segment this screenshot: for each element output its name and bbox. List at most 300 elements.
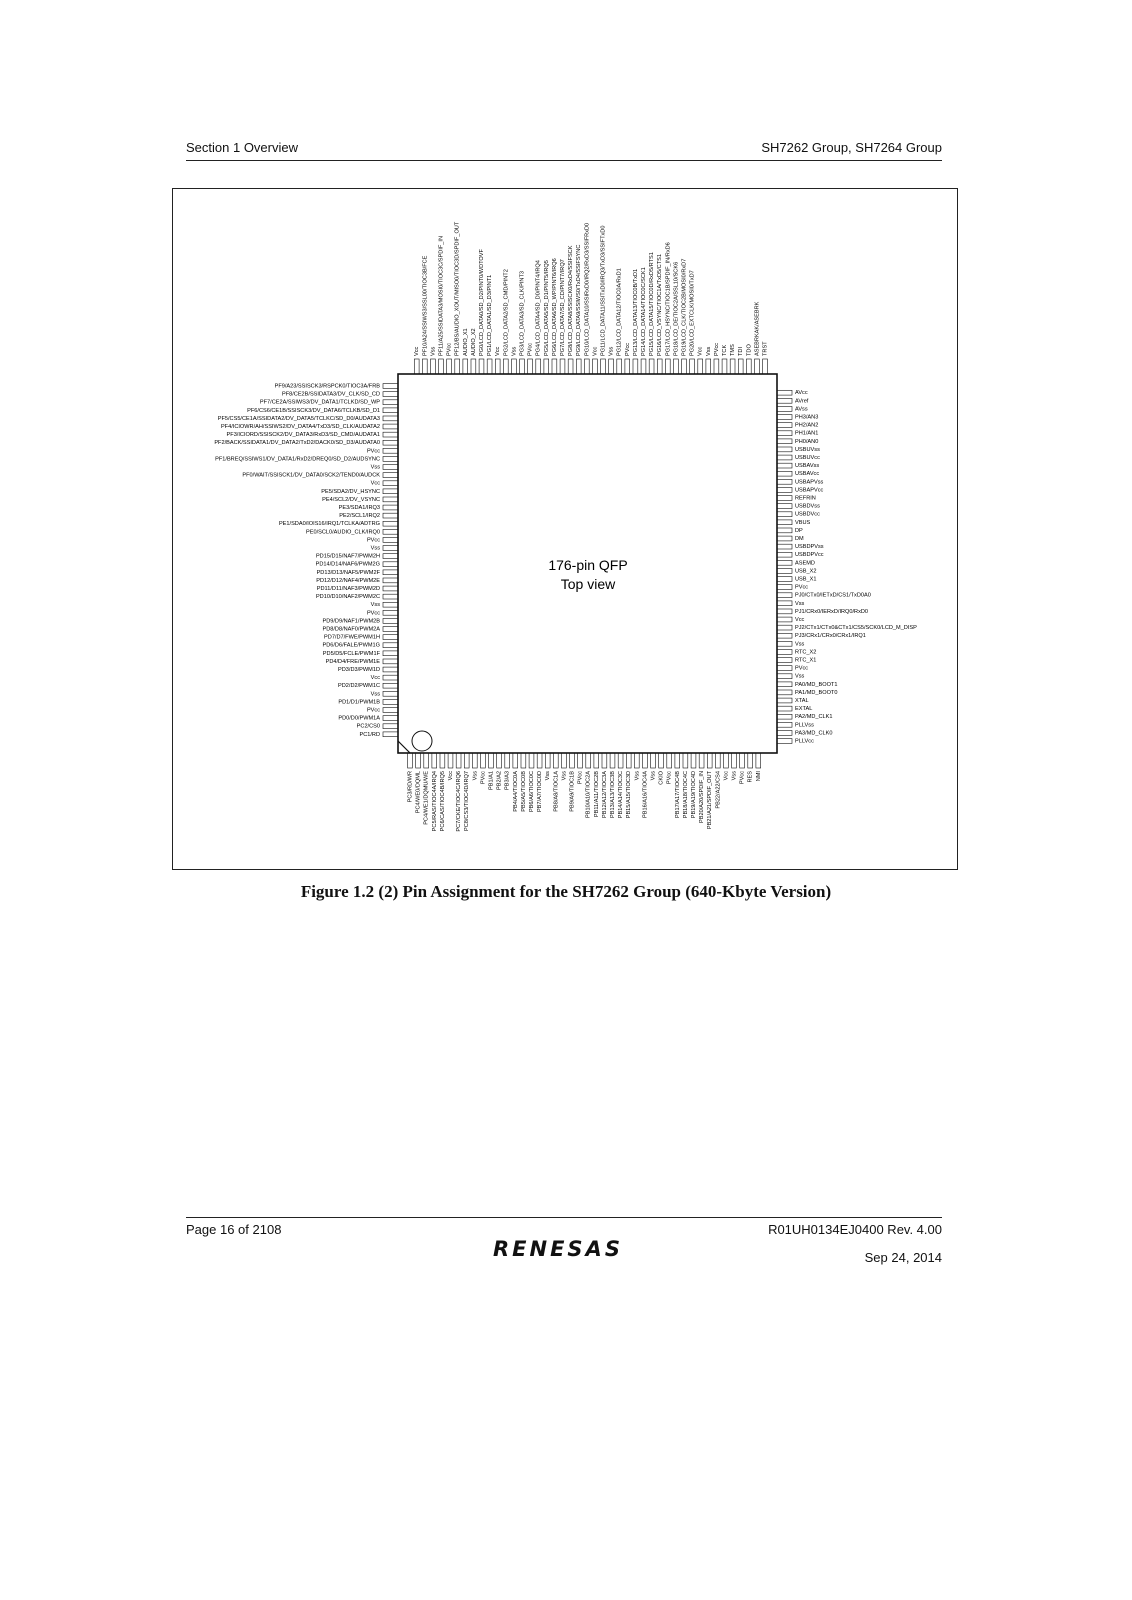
pin-name: Vss [608, 346, 615, 356]
pin-lead [651, 753, 656, 768]
pin-name: USBUVss [795, 446, 820, 453]
pin-name: PD0/D0/PWM1A [338, 715, 380, 722]
pin-name: PVcc [366, 707, 380, 714]
pin-lead [777, 407, 792, 412]
pin-lead [505, 753, 510, 768]
pin-lead [422, 359, 427, 374]
pin-lead [521, 753, 526, 768]
pin-name: PC8/CS3/TIOC4D/IRQ7 [464, 771, 471, 831]
pin-lead [383, 619, 398, 624]
pin-lead [777, 398, 792, 403]
pin-name: Vss [370, 545, 380, 552]
pin-lead [625, 359, 630, 374]
pin-lead [777, 682, 792, 687]
pin-lead [777, 690, 792, 695]
pin-name: REFRIN [795, 495, 816, 502]
pin-name: PA3/MD_CLK0 [795, 730, 833, 737]
pin-lead [383, 691, 398, 696]
pin-lead [777, 520, 792, 525]
pin-name: Vss [795, 641, 805, 648]
pin-lead [513, 753, 518, 768]
pin-name: USBAPVss [795, 479, 824, 486]
pin-name: USBAVcc [795, 471, 820, 478]
pin-name: PH2/AN2 [795, 422, 819, 429]
pin-lead [756, 753, 761, 768]
pin-name: Vss [545, 771, 552, 781]
pin-lead [610, 753, 615, 768]
pin-lead [383, 627, 398, 632]
pin-name: PB7/A7/TIOC0D [537, 771, 544, 813]
pin-name: Vss [472, 771, 479, 781]
pin-lead [455, 359, 460, 374]
pin-name: PD15/D15/NAF7/PWM2H [315, 553, 380, 560]
pin-lead [777, 585, 792, 590]
pin-lead [649, 359, 654, 374]
pin-lead [383, 708, 398, 713]
pin-name: PE0/SCL0/AUDIO_CLK/IRQ0 [306, 529, 380, 536]
pin-name: USB_X1 [795, 576, 817, 583]
pin-lead [698, 359, 703, 374]
pin-lead [383, 457, 398, 462]
pin-name: Vss [370, 464, 380, 471]
pin-name: PB20/A20/SPDIF_IN [699, 771, 706, 823]
pin-lead [487, 359, 492, 374]
pin-name: Vss [650, 771, 657, 781]
pin-name: AUDIO_X2 [470, 328, 477, 356]
pin-lead [383, 562, 398, 567]
pin-name: PD11/D11/NAF3/PWM2D [316, 585, 380, 592]
pin-lead [576, 359, 581, 374]
figure-caption: Figure 1.2 (2) Pin Assignment for the SH7262 Group (640-Kbyte Version) [300, 882, 832, 901]
pin-name: AVref [795, 398, 809, 405]
pin-name: PB10/A10/TIOC2A [585, 771, 592, 818]
pin-name: PLLVcc [795, 738, 814, 745]
pin-lead [383, 610, 398, 615]
pin-lead [544, 359, 549, 374]
pin-name: USBUVcc [795, 454, 820, 461]
pin-lead [536, 359, 541, 374]
pin-lead [383, 465, 398, 470]
pin-name: PD9/D9/NAF1/PWM2B [322, 618, 380, 625]
pin-lead [463, 359, 468, 374]
pin-lead [414, 359, 419, 374]
document-date: Sep 24, 2014 [864, 1250, 942, 1265]
pin-name: Vss [561, 771, 568, 781]
pin-name: PJ2/CTx1/CTx0&CTx1/CS5/SCK0/LCD_M_DISP [795, 625, 917, 632]
pin-lead [383, 643, 398, 648]
pin-lead [383, 424, 398, 429]
pin-lead [777, 731, 792, 736]
pin-lead [562, 753, 567, 768]
pin-lead [448, 753, 453, 768]
pin-name: PC3/RD/WR [407, 771, 414, 803]
pin-lead [578, 753, 583, 768]
pin-lead [383, 667, 398, 672]
pin-name: TRST [762, 341, 769, 356]
pin-name: Vss [430, 346, 437, 356]
pin-name: PB14/A14/TIOC3C [618, 771, 625, 819]
pin-lead [570, 753, 575, 768]
pin-lead [537, 753, 542, 768]
pin-name: PD1/D1/PWM1B [338, 699, 380, 706]
pin-name: PG16/LCD_VSYNC/TIOC1A/TxD5/CTS1 [657, 254, 664, 356]
pin-name: Vcc [592, 346, 599, 356]
pin-lead [383, 594, 398, 599]
pin-lead [383, 651, 398, 656]
pin-name: PVcc [739, 771, 746, 785]
pin-lead [383, 489, 398, 494]
pin-name: PF8/CE2B/SSIDATA3/DV_CLK/SD_CD [281, 391, 380, 398]
pin-lead [641, 359, 646, 374]
pin-lead [777, 471, 792, 476]
pin-lead [777, 496, 792, 501]
pin-name: PD6/D6/FALE/PWM1G [322, 642, 380, 649]
pin-lead [755, 359, 760, 374]
pin-name: PVcc [666, 771, 673, 785]
pin-name: Vcc [795, 616, 805, 623]
pin-lead [777, 569, 792, 574]
pin-lead [383, 529, 398, 534]
pin-lead [479, 359, 484, 374]
pin-name: PD5/D5/FCLE/PWM1F [322, 650, 380, 657]
pin-name: PE4/SCL2/DV_VSYNC [322, 496, 380, 503]
pin-lead [777, 641, 792, 646]
pin-name: PB1/A1 [488, 771, 495, 790]
pin-lead [553, 753, 558, 768]
pin-lead [643, 753, 648, 768]
pin-lead [495, 359, 500, 374]
pin-lead [383, 408, 398, 413]
pin-lead [529, 753, 534, 768]
pin-name: NMI [755, 771, 762, 782]
pin-name: Vcc [697, 346, 704, 356]
pin-lead [383, 505, 398, 510]
pin-lead [777, 601, 792, 606]
pin-name: PH0/AN0 [795, 438, 819, 445]
pin-name: PF12/BS/AUDIO_XOUT/MISO0/TIOC3D/SPDIF_OUT [454, 221, 461, 356]
pin-name: TCK [721, 344, 728, 356]
pin-lead [416, 753, 421, 768]
pin-lead [777, 674, 792, 679]
pin-name: TMS [730, 344, 737, 356]
pin-name: ASEMD [795, 560, 815, 567]
pin-name: PJ0/CTx0/IETxD/CS1/TxD0A0 [795, 592, 871, 599]
pin-name: PB5/A5/TIOC0B [520, 771, 527, 812]
pin-name: PG15/LCD_DATA15/TIOC0D/RxD5/RTS1 [649, 252, 656, 356]
pin-name: PC7/CKE/TIOC4C/IRQ6 [456, 771, 463, 832]
pin-lead [777, 739, 792, 744]
document-group-header: SH7262 Group, SH7264 Group [761, 140, 942, 155]
pin-lead [777, 431, 792, 436]
pin-name: PVcc [480, 771, 487, 785]
pin-name: PF9/A23/SSISCK3/RSPCK0/TIOC3A/FRB [274, 383, 380, 390]
pin-lead [456, 753, 461, 768]
pin-name: PG6/LCD_DATA6/SD_WP/PINT6/IRQ6 [551, 258, 558, 356]
pin-lead [777, 447, 792, 452]
pin-name: PF11/A25/SSIDATA3/MOSI0/TIOC3C/SPDIF_IN [438, 236, 445, 356]
pin-name: Vss [370, 691, 380, 698]
pin-lead [383, 400, 398, 405]
pin-name: USBDVss [795, 503, 820, 510]
pin-lead [777, 658, 792, 663]
pin-name: EXTAL [795, 706, 813, 713]
pin-name: PVcc [795, 584, 809, 591]
pin-name: PC4/WE0/DQML [415, 771, 422, 814]
pin-lead [440, 753, 445, 768]
pin-name: PG20/LCD_EXTCLK/MOSI0/TxD7 [689, 270, 696, 356]
pin-name: Vss [795, 600, 805, 607]
pin-name: PG10/LCD_DATA10/SSIRxD0/IRQ2/RxD3/SSIFRxD0 [584, 222, 591, 356]
pin-name: PD7/D7/FWE/PWM1H [324, 634, 380, 641]
pin-name: AVcc [795, 390, 808, 397]
pin-name: USBAVss [795, 463, 820, 470]
pin-name: PB21/A21/SPDIF_OUT [707, 771, 714, 830]
pin-name: PG11/LCD_DATA11/SSITxD0/IRQ3/TxD3/SSIFTxD0 [600, 225, 607, 356]
pin-lead [777, 577, 792, 582]
pin-name: PB11/A11/TIOC2B [593, 771, 600, 818]
pin-lead [424, 753, 429, 768]
pin-lead [724, 753, 729, 768]
pin-name: PC6/CAS/TIOC4B/IRQ5 [439, 771, 446, 832]
pin-name: XTAL [795, 697, 809, 704]
pin-name: PB22/A22/CS4 [715, 771, 722, 809]
pin-lead [609, 359, 614, 374]
pin-lead [732, 753, 737, 768]
document-revision: R01UH0134EJ0400 Rev. 4.00 [768, 1222, 942, 1237]
pin-name: PG9/LCD_DATA9/SSIWS0/TxD4/SSIFSYNC [576, 244, 583, 356]
pin-name: PF7/CE2A/SSIWS3/DV_DATA1/TCLKD/SD_WP [259, 399, 380, 406]
pin-name: RES [747, 771, 754, 783]
pin-lead [777, 439, 792, 444]
pin-lead [383, 602, 398, 607]
pin-lead [383, 659, 398, 664]
pin-name: PVcc [527, 342, 534, 356]
pin-name: USBDPVss [795, 544, 824, 551]
pin-name: Vss [795, 673, 805, 680]
pin-lead [699, 753, 704, 768]
pin-lead [690, 359, 695, 374]
pin-lead [383, 432, 398, 437]
pin-lead [528, 359, 533, 374]
renesas-logo: RENESAS [493, 1237, 623, 1261]
pin-lead [617, 359, 622, 374]
pin-lead [383, 497, 398, 502]
pin-name: Vcc [447, 771, 454, 781]
pin-name: PG4/LCD_DATA4/SD_D0/PINT4/IRQ4 [535, 260, 542, 356]
pin-name: TDI [738, 346, 745, 356]
pin-lead [383, 538, 398, 543]
pin-name: PB19/A19/TIOC4D [690, 771, 697, 819]
pin-lead [383, 416, 398, 421]
pin-name: PG0/LCD_DATA0/SD_D2/PINT0/WDTOVF [478, 249, 485, 356]
pin-name: PG19/LCD_CLK/TIOC2B/MOSI0/RxD7 [681, 258, 688, 356]
pin-name: PJ1/CRx0/IERxD/IRQ0/RxD0 [795, 608, 869, 615]
pin-lead [777, 479, 792, 484]
pin-lead [746, 359, 751, 374]
pin-name: PVcc [446, 342, 453, 356]
pin-lead [586, 753, 591, 768]
pin-lead [626, 753, 631, 768]
pin-name: Vcc [370, 480, 380, 487]
pin-name: PG14/LCD_DATA14/TIOC0C/SCK1 [640, 267, 647, 356]
package-title: 176-pin QFP [548, 557, 628, 573]
pin-lead [665, 359, 670, 374]
pin-lead [777, 560, 792, 565]
package-view: Top view [560, 576, 616, 592]
pin-name: AUDIO_X1 [462, 328, 469, 356]
pin-lead [512, 359, 517, 374]
pin-lead [777, 455, 792, 460]
pin-name: PE1/SDA0/IOIS16/IRQ1/TCLKA/ADTRG [278, 521, 380, 528]
pin-lead [383, 716, 398, 721]
pin-lead [408, 753, 413, 768]
pin-name: PG2/LCD_DATA2/SD_CMD/PINT2 [503, 269, 510, 356]
pin-name: PD8/D8/NAF0/PWM2A [322, 626, 380, 633]
pin-name: PB18/A18/TIOC4C [682, 771, 689, 819]
pin-name: RTC_X2 [795, 649, 817, 656]
pin-name: PC2/CS0 [356, 723, 380, 730]
pin-lead [481, 753, 486, 768]
pin-name: PF2/BACK/SSIDATA1/DV_DATA2/TxD2/DACK0/SD_D3/AUDATA0 [214, 440, 380, 447]
pin-name: PD4/D4/FRE/PWM1E [325, 658, 380, 665]
pin-lead [489, 753, 494, 768]
pin-lead [594, 753, 599, 768]
pin-name: PE5/SDA2/DV_HSYNC [321, 488, 380, 495]
pin-name: PF0/WAIT/SSISCK1/DV_DATA0/SCK2/TEND0/AUDCK [242, 472, 380, 479]
pin-lead [706, 359, 711, 374]
pin-name: PF6/CS6/CE1B/SSISCK3/DV_DATA6/TCLKB/SD_D1 [247, 407, 380, 414]
pin-name: PB17/A17/TIOC4B [674, 771, 681, 818]
pin-name: ASEBRKAK/ASEBRK [754, 301, 761, 356]
pin-name: Vcc [723, 771, 730, 781]
pin-name: CKIO [658, 771, 665, 785]
pin-lead [777, 504, 792, 509]
pin-lead [777, 666, 792, 671]
pin-lead [383, 683, 398, 688]
pin-lead [383, 578, 398, 583]
pin-name: PG18/LCD_DE/TIOC2A/SSL10/SCK6 [673, 261, 680, 356]
pin-lead [738, 359, 743, 374]
pin-name: PVcc [366, 537, 380, 544]
pin-name: PD14/D14/NAF6/PWM2G [315, 561, 380, 568]
pin-name: PVcc [624, 342, 631, 356]
pin-name: Vcc [495, 346, 502, 356]
pin-name: PB6/A6/TIOC0C [528, 771, 535, 813]
pin-name: USBDPVcc [795, 552, 824, 559]
pin-lead [715, 753, 720, 768]
pin-name: PB4/A4/TIOC0A [512, 771, 519, 812]
pin-lead [777, 552, 792, 557]
pin-name: PA1/MD_BOOT0 [795, 689, 838, 696]
pin-lead [383, 546, 398, 551]
pin-name: PE3/SDA1/IRQ3 [338, 504, 380, 511]
pin-lead [383, 481, 398, 486]
pin-lead [777, 617, 792, 622]
pin-lead [691, 753, 696, 768]
pin-lead [383, 440, 398, 445]
pin-lead [383, 448, 398, 453]
pin-lead [667, 753, 672, 768]
pin-lead [431, 359, 436, 374]
pin-name: Vss [705, 346, 712, 356]
pin-lead [777, 722, 792, 727]
page-number: Page 16 of 2108 [186, 1222, 282, 1237]
pin-lead [777, 698, 792, 703]
pin-lead [383, 392, 398, 397]
pin-lead [777, 625, 792, 630]
pin-name: PG13/LCD_DATA13/TIOC0B/TxD1 [632, 268, 639, 356]
pin-lead [383, 675, 398, 680]
pin-lead [447, 359, 452, 374]
pin-name: PB16/A16/TIOC4A [642, 771, 649, 818]
pin-lead [777, 512, 792, 517]
pin-name: Vcc [370, 675, 380, 682]
pin-lead [657, 359, 662, 374]
pin-lead [383, 635, 398, 640]
pin-lead [584, 359, 589, 374]
pin-name: PD12/D12/NAF4/PWM2E [316, 577, 380, 584]
pin-lead [503, 359, 508, 374]
pin-name: PH3/AN3 [795, 414, 819, 421]
pin-lead [601, 359, 606, 374]
pin-lead [383, 732, 398, 737]
pin-lead [383, 570, 398, 575]
pin-name: PG7/LCD_DATA7/SD_CD/PINT7/IRQ7 [559, 259, 566, 356]
pin-lead [675, 753, 680, 768]
pin-name: PG3/LCD_DATA3/SD_CLK/PINT3 [519, 271, 526, 356]
pin-name: PB15/A15/TIOC3D [626, 771, 633, 819]
pin-lead [683, 753, 688, 768]
pin-name: PD10/D10/NAF2/PWM2C [315, 594, 380, 601]
pin-lead [730, 359, 735, 374]
pin-lead [618, 753, 623, 768]
pin-name: PA0/MD_BOOT1 [795, 681, 838, 688]
pin-name: PVcc [366, 448, 380, 455]
pin-lead [740, 753, 745, 768]
pin-lead [552, 359, 557, 374]
pin-name: PF5/CS5/CE1A/SSIDATA2/DV_DATA5/TCLKC/SD_D0/AUDATA3 [217, 415, 380, 422]
pin-name: USBDVcc [795, 511, 820, 518]
pin-name: PVcc [366, 610, 380, 617]
pin-name: VBUS [795, 519, 811, 526]
pin-lead [682, 359, 687, 374]
pin-lead [674, 359, 679, 374]
pin-name: PVcc [713, 342, 720, 356]
pin-name: TDO [746, 344, 753, 356]
footer-rule [186, 1217, 942, 1218]
pin-lead [439, 359, 444, 374]
pin-lead [383, 473, 398, 478]
pin-lead [659, 753, 664, 768]
pin-lead [383, 724, 398, 729]
pin-name: PF10/A24/SSIWS3/SSL00/TIOC3B/FCE [422, 255, 429, 356]
pin-name: Vss [731, 771, 738, 781]
pin-name: PJ3/CRx1/CRx0/CRx1/IRQ1 [795, 633, 866, 640]
pin-lead [777, 528, 792, 533]
pin-name: PB9/A9/TIOC1B [569, 771, 576, 812]
pin-name: PB8/A8/TIOC1A [553, 771, 560, 812]
pin-name: PG12/LCD_DATA12/TIOC0A/RxD1 [616, 268, 623, 356]
pin-name: DM [795, 535, 804, 542]
pin-name: PB13/A13/TIOC3B [609, 771, 616, 818]
pin-name: PE2/SCL1/IRQ2 [339, 513, 380, 520]
pin-name: PD2/D2/PWM1C [338, 683, 380, 690]
pin-lead [560, 359, 565, 374]
pin-lead [593, 359, 598, 374]
pin-name: PG17/LCD_HSYNC/TIOC1B/SPDIF_IN/RxD6 [665, 242, 672, 356]
pin-lead [568, 359, 573, 374]
pin-lead [520, 359, 525, 374]
